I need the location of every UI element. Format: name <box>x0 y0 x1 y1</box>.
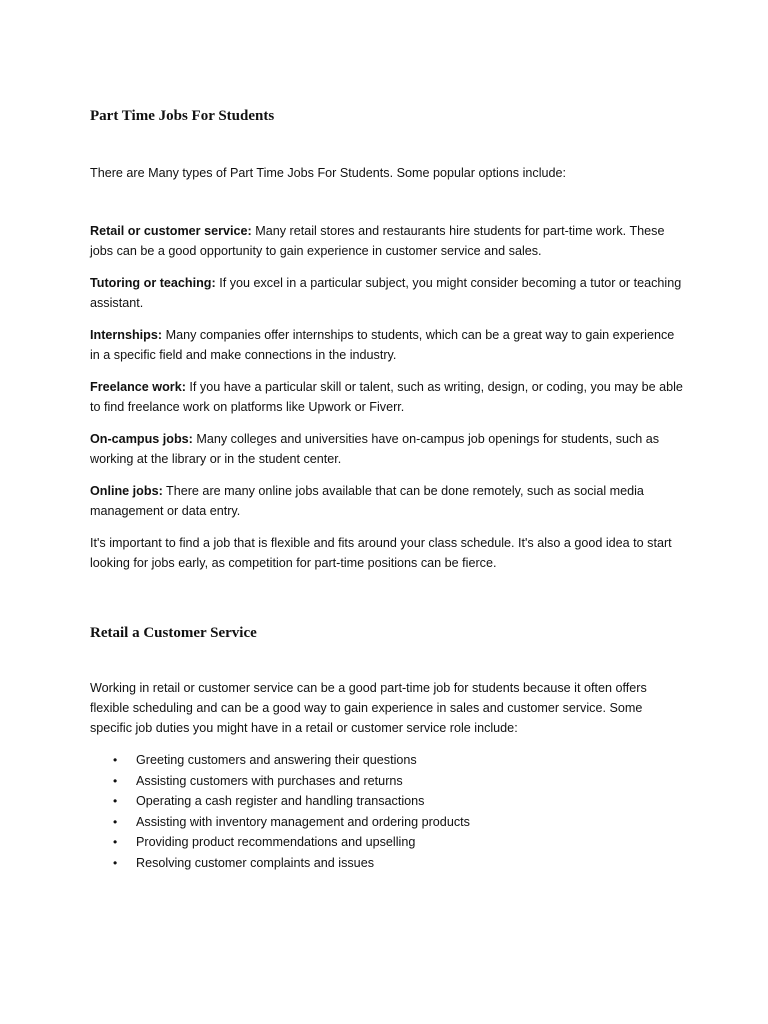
bullet-icon: • <box>113 794 118 808</box>
job-option-term: On-campus jobs: <box>90 432 193 446</box>
job-option-text: There are many online jobs available that can be done remotely, such as social media management or data entry. <box>90 484 644 518</box>
list-item <box>90 750 685 771</box>
list-item <box>90 771 685 792</box>
intro-paragraph: There are Many types of Part Time Jobs For Students. Some popular options include: <box>90 166 567 180</box>
job-option-term: Tutoring or teaching: <box>90 276 216 290</box>
job-option-term: Retail or customer service: <box>90 224 252 238</box>
duty-text: Assisting with inventory management and ordering products <box>136 814 470 829</box>
retail-paragraph: Working in retail or customer service can be a good part-time job for students because it often offers flexible scheduling and can be a good way to gain experience in sales and customer service. Some specific job duties you might have in a retail or customer service role include: <box>90 681 647 735</box>
duty-text: Greeting customers and answering their questions <box>136 753 417 767</box>
job-option-term: Online jobs: <box>90 484 163 498</box>
job-option-text: If you excel in a particular subject, you might consider becoming a tutor or teaching assistant. <box>90 276 682 310</box>
list-item <box>90 812 685 833</box>
job-option-term: Freelance work: <box>90 380 186 394</box>
job-option-text: Many colleges and universities have on-campus job openings for students, such as working at the library or in the student center. <box>90 432 660 466</box>
bullet-icon: • <box>113 855 118 870</box>
bullet-icon: • <box>113 814 118 829</box>
bullet-icon: • <box>113 835 118 849</box>
job-option-internships <box>90 325 685 365</box>
job-option-text: Many companies offer internships to students, which can be a great way to gain experience in a specific field and make connections in the industry. <box>90 328 675 362</box>
job-option-retail <box>90 221 685 261</box>
job-option-text: If you have a particular skill or talent, such as writing, design, or coding, you may be able to find freelance work on platforms like Upwork or Fiverr. <box>90 380 683 414</box>
list-item <box>90 853 685 874</box>
closing-paragraph: It's important to find a job that is flexible and fits around your class schedule. It's also a good idea to start looking for jobs early, as competition for part-time positions can be fierce. <box>90 536 672 570</box>
job-option-text: Many retail stores and restaurants hire students for part-time work. These jobs can be a good opportunity to gain experience in customer service and sales. <box>90 224 665 258</box>
duty-text: Providing product recommendations and upselling <box>136 835 416 849</box>
job-options-list <box>90 221 685 573</box>
job-duties-list <box>90 750 685 873</box>
job-option-online <box>90 481 685 521</box>
section-heading-retail: Retail a Customer Service <box>90 625 257 641</box>
duty-text: Operating a cash register and handling transactions <box>136 794 425 808</box>
duty-text: Assisting customers with purchases and returns <box>136 773 403 788</box>
bullet-icon: • <box>113 753 118 767</box>
document-body <box>90 104 685 873</box>
list-item <box>90 832 685 853</box>
job-option-on-campus <box>90 429 685 469</box>
job-option-term: Internships: <box>90 328 163 342</box>
job-option-freelance <box>90 377 685 417</box>
job-option-tutoring <box>90 273 685 313</box>
page-title: Part Time Jobs For Students <box>90 108 275 124</box>
bullet-icon: • <box>113 773 118 788</box>
list-item <box>90 791 685 812</box>
duty-text: Resolving customer complaints and issues <box>136 855 374 870</box>
